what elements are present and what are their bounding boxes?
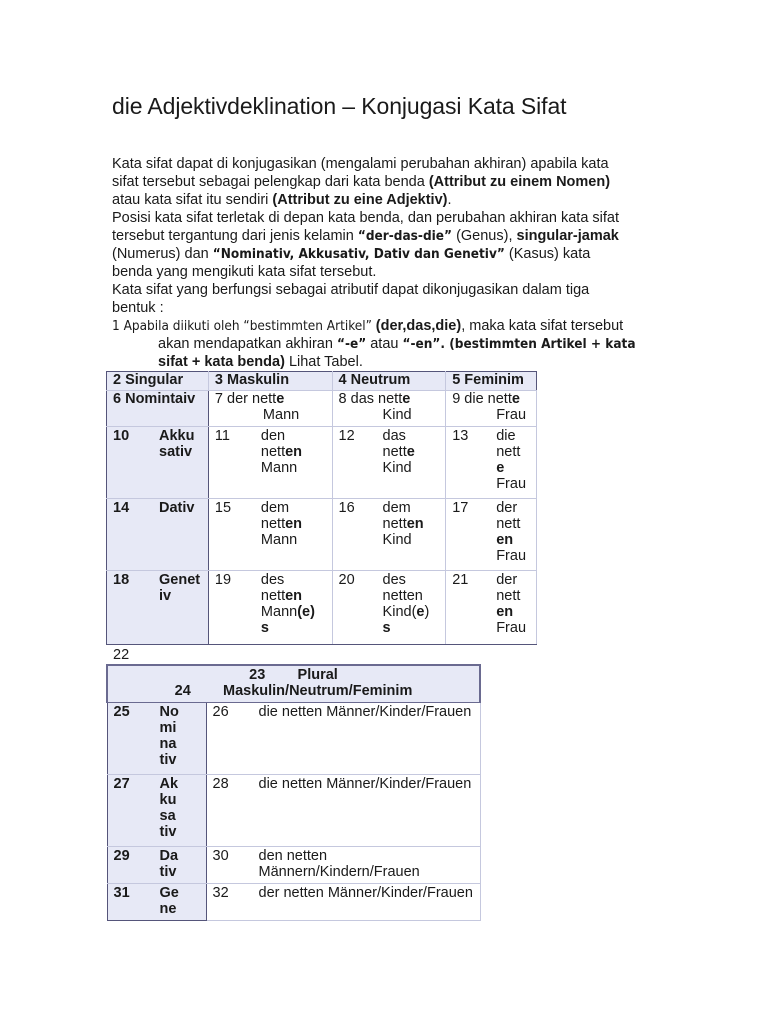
intro-bold: “-en”. (bestimmten Artikel + kata (402, 336, 636, 352)
cell-number: 32 (212, 884, 229, 901)
cell-ending: s (382, 620, 391, 636)
cell-ending: e (511, 391, 520, 407)
plural-declension-table (106, 664, 481, 921)
cell-number: 17 (452, 500, 469, 516)
cell-text: ) (424, 604, 430, 620)
row-number: 18 (113, 572, 130, 588)
row-label-text: ku (159, 791, 177, 808)
row-number: 29 (113, 847, 130, 864)
row-label-text: sativ (159, 444, 193, 460)
cell-dat-neutrum (332, 499, 446, 571)
cell-text: des (382, 572, 406, 588)
intro-text: . (447, 192, 452, 208)
cell-noun: Kind (382, 460, 412, 476)
cell-text: nett (260, 444, 286, 460)
intro-text: tersebut tergantung dari jenis kelamin (112, 228, 358, 244)
cell-text: dem (382, 500, 411, 516)
cell-ending: e (496, 460, 505, 476)
cell-number: 19 (214, 572, 232, 588)
intro-line: bentuk : (112, 300, 164, 316)
cell-dat-feminim (446, 499, 537, 571)
row-number: 10 (113, 428, 130, 444)
cell-number: 26 (212, 703, 229, 720)
intro-bold: “-e” (336, 336, 367, 352)
intro-text: (Kasus) kata (504, 246, 591, 262)
cell-text: 7 der nett (214, 391, 277, 407)
intro-line: Kata sifat dapat di konjugasikan (mengalami perubahan akhiran) apabila kata (112, 156, 609, 172)
cell-text: nett (260, 516, 286, 532)
row-label-genetiv (107, 571, 209, 645)
cell-number: 20 (338, 572, 355, 588)
row-label-text: na (159, 735, 177, 752)
intro-line: Kata sifat yang berfungsi sebagai atributif dapat dikonjugasikan dalam tiga (112, 282, 590, 298)
cell-gen-neutrum (332, 571, 446, 645)
cell-text: nett (260, 588, 286, 604)
cell-text: den (260, 428, 286, 444)
intro-text: (Genus), (452, 228, 517, 244)
intro-text: Lihat Tabel. (284, 354, 363, 370)
cell-noun: Mann (260, 532, 298, 548)
cell-noun: Mann (260, 460, 298, 476)
intro-text: , maka kata sifat tersebut (461, 318, 624, 334)
intro-bold: “der-das-die” (357, 228, 453, 244)
row-label-text: iv (159, 588, 172, 604)
cell-text: der (496, 500, 518, 516)
cell-text: nett (496, 444, 521, 460)
cell-number: 30 (212, 847, 229, 864)
cell-plural-akkusativ (206, 774, 480, 846)
row-label-genetiv (107, 883, 206, 920)
intro-bold: (der,das,die) (375, 318, 462, 334)
cell-noun: Kind (382, 532, 412, 548)
cell-noun: Kind( (382, 604, 417, 620)
row-label-nominativ: 6 Nomintaiv (107, 391, 209, 427)
item-number-22: 22 (113, 647, 130, 663)
cell-akk-neutrum (332, 427, 446, 499)
cell-text: netten (382, 588, 423, 604)
intro-text: sifat tersebut sebagai pelengkap dari kata benda (112, 174, 429, 190)
cell-text: 9 die nett (452, 391, 512, 407)
cell-noun: Frau (496, 476, 527, 492)
intro-text: 1 Apabila diikuti oleh “bestimmten Artikel” (112, 318, 376, 334)
cell-gen-feminim (446, 571, 537, 645)
page-title: die Adjektivdeklination – Konjugasi Kata Sifat (112, 93, 567, 119)
cell-plural-nominativ (206, 702, 480, 774)
row-label-text: tiv (159, 823, 177, 840)
cell-text: nett (382, 444, 407, 460)
cell-noun: Frau (496, 548, 527, 564)
plural-header (107, 665, 480, 702)
row-label-nominativ (107, 702, 206, 774)
cell-text: die netten Männer/Kinder/Frauen (258, 775, 472, 792)
cell-ending: (e) (297, 604, 315, 620)
cell-number: 11 (214, 428, 230, 444)
cell-nom-feminim (446, 391, 537, 427)
cell-noun: Mann (262, 407, 300, 423)
cell-gen-maskulin (208, 571, 332, 645)
cell-noun: Mann (260, 604, 298, 620)
intro-text: akan mendapatkan akhiran (158, 336, 337, 352)
intro-paragraph (112, 155, 672, 371)
intro-bold: (Attribut zu einem Nomen) (428, 174, 611, 190)
cell-text: das (382, 428, 406, 444)
cell-text: nett (496, 516, 521, 532)
cell-noun: Frau (496, 407, 527, 423)
cell-text: dem (260, 500, 290, 516)
header-singular: 2 Singular (107, 372, 209, 391)
header-feminim: 5 Feminim (446, 372, 537, 391)
cell-akk-feminim (446, 427, 537, 499)
cell-number: 15 (214, 500, 232, 516)
cell-text: den netten (258, 847, 328, 864)
cell-ending: s (260, 620, 269, 636)
cell-number: 28 (212, 775, 229, 792)
cell-text: der (496, 572, 518, 588)
row-label-text: Da (159, 847, 179, 864)
cell-text: nett (382, 516, 407, 532)
row-number: 25 (113, 703, 130, 720)
row-label-text: sa (159, 807, 176, 824)
row-label-dativ (107, 499, 209, 571)
row-label-dativ (107, 846, 206, 883)
row-number: 14 (113, 500, 130, 516)
cell-nom-maskulin (208, 391, 332, 427)
cell-text: des (260, 572, 285, 588)
plural-header-line1: 23 Plural (249, 667, 338, 683)
row-label-text: No (159, 703, 179, 720)
row-label-akkusativ (107, 774, 206, 846)
cell-nom-neutrum (332, 391, 446, 427)
cell-dat-maskulin (208, 499, 332, 571)
cell-ending: en (285, 444, 303, 460)
cell-text: die (496, 428, 516, 444)
cell-number: 12 (338, 428, 355, 444)
intro-bold: “Nominativ, Akkusativ, Dativ dan Genetiv” (212, 246, 505, 262)
header-neutrum: 4 Neutrum (332, 372, 446, 391)
intro-bold: (Attribut zu eine Adjektiv) (272, 192, 448, 208)
cell-akk-maskulin (208, 427, 332, 499)
cell-number: 13 (452, 428, 469, 444)
cell-number: 16 (338, 500, 355, 516)
cell-ending: en (285, 588, 303, 604)
cell-text: nett (496, 588, 521, 604)
intro-bold: singular-jamak (516, 228, 619, 244)
singular-declension-table (106, 371, 537, 645)
intro-text: atau (366, 336, 403, 352)
cell-ending: e (416, 604, 425, 620)
intro-bold: sifat + kata benda) (158, 354, 285, 370)
cell-ending: e (276, 391, 285, 407)
row-label-text: tiv (159, 863, 177, 880)
intro-line: benda yang mengikuti kata sifat tersebut. (112, 264, 377, 280)
cell-noun: Frau (496, 620, 527, 636)
row-label-text: ne (159, 900, 177, 917)
row-label-akkusativ (107, 427, 209, 499)
cell-number: 21 (452, 572, 469, 588)
row-label-text: Akku (159, 428, 195, 444)
cell-ending: en (406, 516, 424, 532)
header-maskulin: 3 Maskulin (208, 372, 332, 391)
cell-text: 8 das nett (338, 391, 403, 407)
cell-text: der netten Männer/Kinder/Frauen (258, 884, 473, 901)
row-label-text: Ge (159, 884, 179, 901)
cell-ending: en (285, 516, 303, 532)
plural-header-line2: 24 Maskulin/Neutrum/Feminim (174, 683, 413, 699)
cell-plural-dativ (206, 846, 480, 883)
cell-ending: e (406, 444, 415, 460)
intro-text: atau kata sifat itu sendiri (112, 192, 273, 208)
row-label-text: mi (159, 719, 177, 736)
row-label-text: Ak (159, 775, 179, 792)
cell-text: die netten Männer/Kinder/Frauen (258, 703, 472, 720)
row-label-text: Dativ (159, 500, 195, 516)
row-number: 27 (113, 775, 130, 792)
cell-plural-genetiv (206, 883, 480, 920)
row-label-text: tiv (159, 751, 177, 768)
cell-ending: en (496, 604, 514, 620)
row-number: 31 (113, 884, 130, 901)
intro-line: Posisi kata sifat terletak di depan kata benda, dan perubahan akhiran kata sifat (112, 210, 620, 226)
cell-ending: en (496, 532, 514, 548)
row-label-text: Genet (159, 572, 201, 588)
cell-noun: Kind (382, 407, 412, 423)
intro-text: (Numerus) dan (112, 246, 213, 262)
cell-ending: e (402, 391, 411, 407)
cell-text: Männern/Kindern/Frauen (258, 863, 420, 880)
